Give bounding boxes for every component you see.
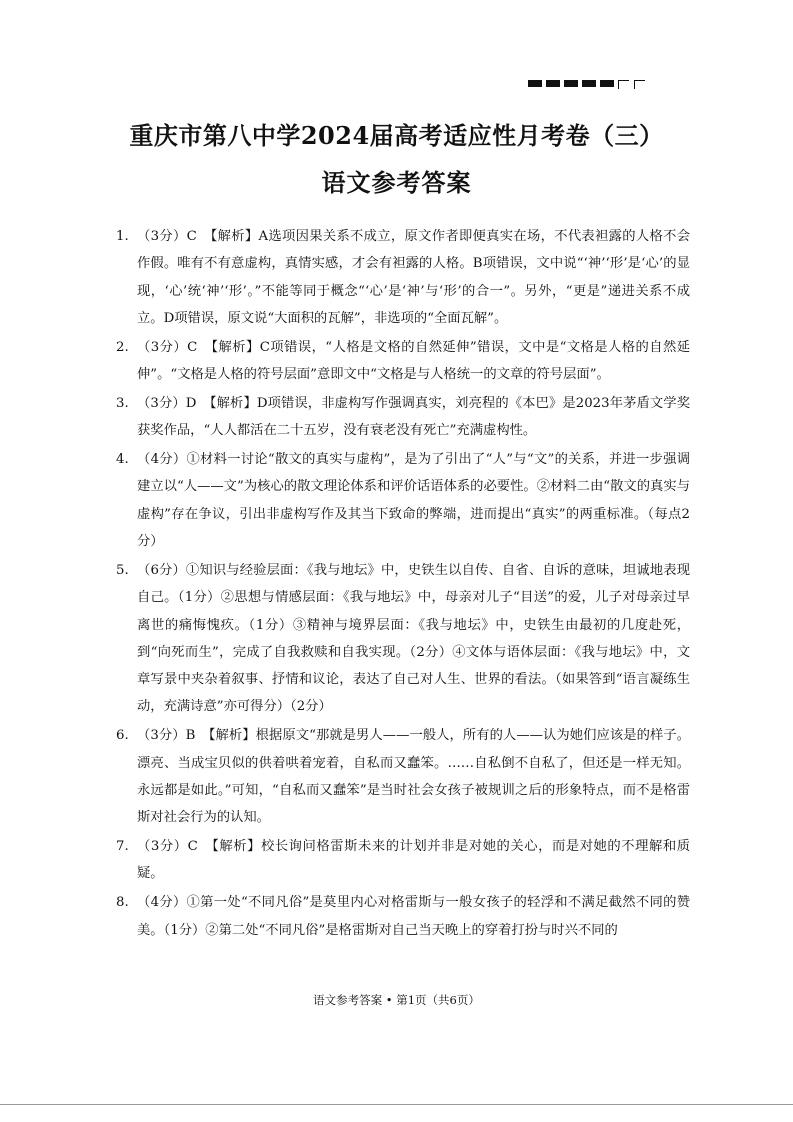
answer-number: 8.	[116, 895, 129, 911]
answer-item	[116, 557, 690, 721]
answer-number: 2.	[116, 339, 129, 355]
document-subtitle: 语文参考答案	[321, 168, 472, 197]
answer-item	[116, 390, 690, 445]
answer-number: 6.	[116, 728, 129, 744]
corner-bracket-icon	[634, 80, 645, 89]
answer-text: （3分）C 【解析】A选项因果关系不成立，原文作者即便真实在场，不代表袒露的人格不会作假。唯有不有意虚构，真情实感，才会有袒露的人格。B项错误，文中说“‘神’‘形’是‘心’的显现，‘心’统‘神’‘形’。”不能等同于概念“‘心’是‘神’与‘形’的合一”。另外，“更是”递进关系不成立。D项错误，原文说“大面积的瓦解”，非选项的“全面瓦解”。	[137, 229, 690, 326]
answer-item	[116, 446, 690, 555]
answer-list	[116, 223, 690, 945]
answer-text: （6分）①知识与经验层面：《我与地坛》中，史铁生以自传、自省、自诉的意味，坦诚地表现自己。（1分）②思想与情感层面：《我与地坛》中，母亲对儿子“目送”的爱，儿子对母亲过早离世的痛悔愧疚。（1分）③精神与境界层面：《我与地坛》中，史铁生由最初的几度赴死，到“向死而生”，完成了自我救赎和自我实现。（2分）④文体与语体层面：《我与地坛》中，文章写景中夹杂着叙事、抒情和议论，表达了自己对人生、世界的看法。（如果答到“语言凝练生动，充满诗意”亦可得分）（2分）	[137, 562, 690, 715]
answer-item	[116, 223, 690, 332]
answer-text: （3分）D 【解析】D项错误，非虚构写作强调真实，刘亮程的《本巴》是2023年茅盾文学奖获奖作品，“人人都活在二十五岁，没有衰老没有死亡”充满虚构性。	[137, 395, 690, 439]
answer-text: （3分）C 【解析】C项错误，“人格是文格的自然延伸”错误，文中是“文格是人格的自然延伸”。“文格是人格的符号层面”意即文中“文格是与人格统一的文章的符号层面”。	[137, 339, 690, 383]
answer-number: 3.	[116, 395, 129, 411]
answer-number: 7.	[116, 839, 129, 855]
answer-item	[116, 889, 690, 944]
black-block-mark-icon	[582, 80, 596, 87]
answer-item	[116, 334, 690, 389]
answer-item	[116, 833, 690, 888]
black-block-mark-icon	[546, 80, 560, 87]
answer-item	[116, 722, 690, 831]
bottom-divider	[0, 1104, 793, 1105]
answer-text: （3分）C 【解析】校长询问格雷斯未来的计划并非是对她的关心，而是对她的不理解和质疑。	[137, 839, 690, 882]
page-footer: 语文参考答案 • 第1页（共6页）	[313, 993, 480, 1007]
answer-text: （4分）①第一处“不同凡俗”是莫里内心对格雷斯与一般女孩子的轻浮和不满足截然不同的赞美。（1分）②第二处“不同凡俗”是格雷斯对自己当天晚上的穿着打扮与时兴不同的	[137, 895, 690, 938]
answer-text: （3分）B 【解析】根据原文“那就是男人——一般人，所有的人——认为她们应该是的样子。漂亮、当成宝贝似的供着哄着宠着，自私而又蠢笨。……自私倒不自私了，但还是一样无知。永远都是如此。”可知，“自私而又蠢笨”是当时社会女孩子被规训之后的形象特点，而不是格雷斯对社会行为的认知。	[137, 728, 690, 826]
exam-title: 重庆市第八中学2024届高考适应性月考卷（三）	[129, 121, 664, 150]
answer-number: 5.	[116, 562, 129, 578]
corner-bracket-icon	[618, 80, 629, 89]
black-block-mark-icon	[564, 80, 578, 87]
black-block-mark-icon	[600, 80, 614, 87]
answer-text: （4分）①材料一讨论“散文的真实与虚构”，是为了引出了“人”与“文”的关系，并进一步强调建立以“人——文”为核心的散文理论体系和评价话语体系的必要性。②材料二由“散文的真实与虚构”存在争议，引出非虚构写作及其当下致命的弊端，进而提出“真实”的两重标准。（每点2分）	[137, 452, 690, 550]
black-block-mark-icon	[528, 80, 542, 87]
answer-number: 4.	[116, 452, 129, 468]
corner-marks	[528, 80, 650, 89]
answer-number: 1.	[116, 229, 129, 244]
